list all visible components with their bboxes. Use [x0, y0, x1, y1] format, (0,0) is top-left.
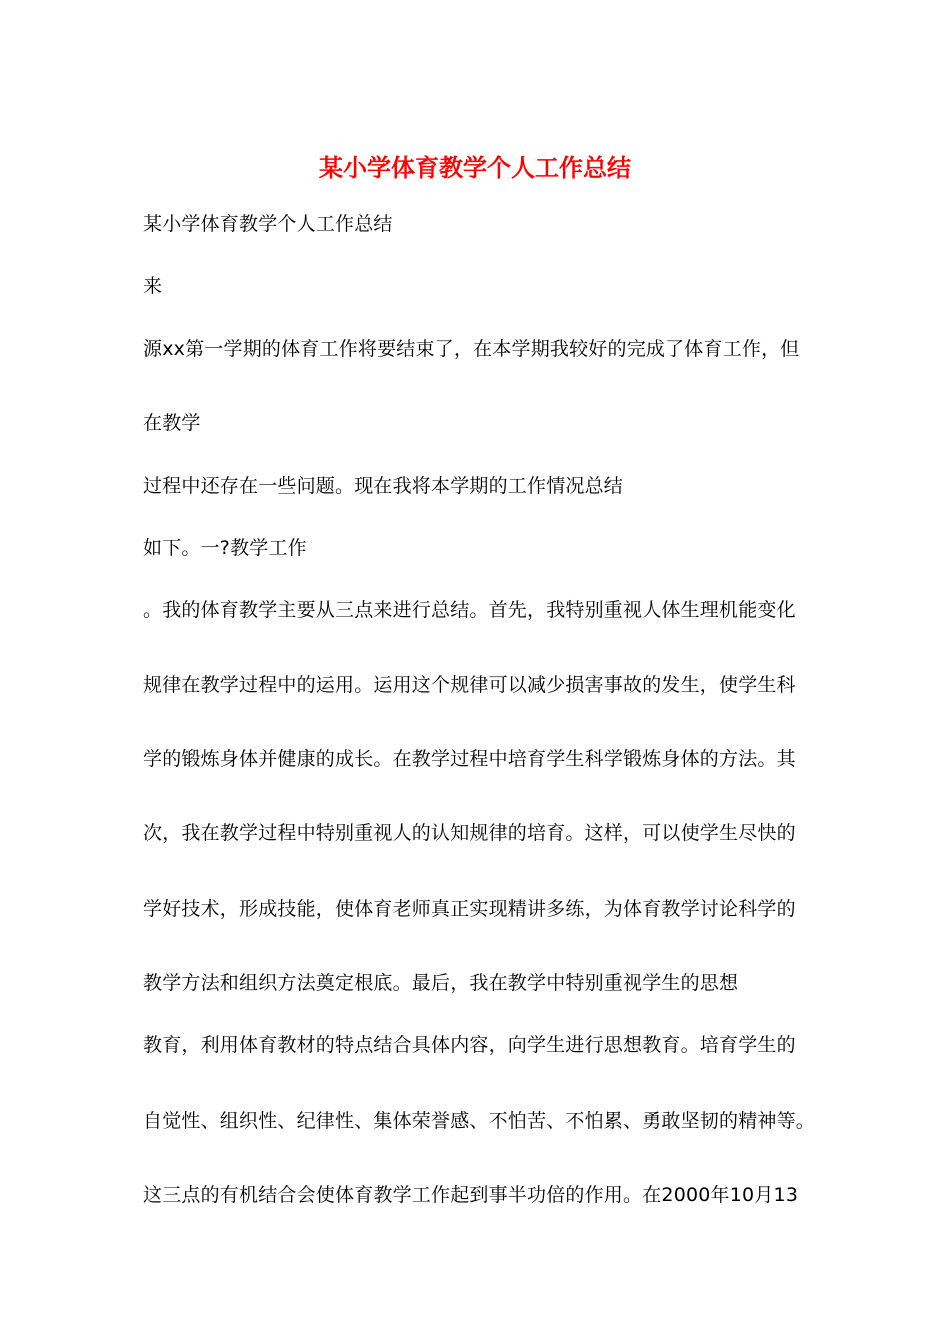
body-line: 。我的体育教学主要从三点来进行总结。首先，我特别重视人体生理机能变化: [143, 599, 796, 621]
body-line: 次，我在教学过程中特别重视人的认知规律的培育。这样，可以使学生尽快的: [143, 822, 796, 844]
body-line: 过程中还存在一些问题。现在我将本学期的工作情况总结: [143, 475, 624, 497]
body-line: 某小学体育教学个人工作总结: [143, 213, 393, 235]
body-line: 这三点的有机结合会使体育教学工作起到事半功倍的作用。在2000年10月13: [143, 1184, 799, 1206]
document-title: 某小学体育教学个人工作总结: [319, 153, 631, 182]
body-line: 教学方法和组织方法奠定根底。最后，我在教学中特别重视学生的思想: [143, 972, 739, 994]
body-line: 如下。一?教学工作: [143, 537, 307, 559]
body-line: 教育，利用体育教材的特点结合具体内容，向学生进行思想教育。培育学生的: [143, 1034, 796, 1056]
body-line: 在教学: [143, 412, 201, 434]
body-line: 源xx第一学期的体育工作将要结束了，在本学期我较好的完成了体育工作，但: [143, 338, 800, 360]
body-line: 学好技术，形成技能，使体育老师真正实现精讲多练，为体育教学讨论科学的: [143, 898, 796, 920]
body-line: 学的锻炼身体并健康的成长。在教学过程中培育学生科学锻炼身体的方法。其: [143, 748, 796, 770]
body-line: 自觉性、组织性、纪律性、集体荣誉感、不怕苦、不怕累、勇敢坚韧的精神等。: [143, 1110, 816, 1132]
body-line: 规律在教学过程中的运用。运用这个规律可以减少损害事故的发生，使学生科: [143, 674, 796, 696]
body-line: 来: [143, 275, 163, 297]
